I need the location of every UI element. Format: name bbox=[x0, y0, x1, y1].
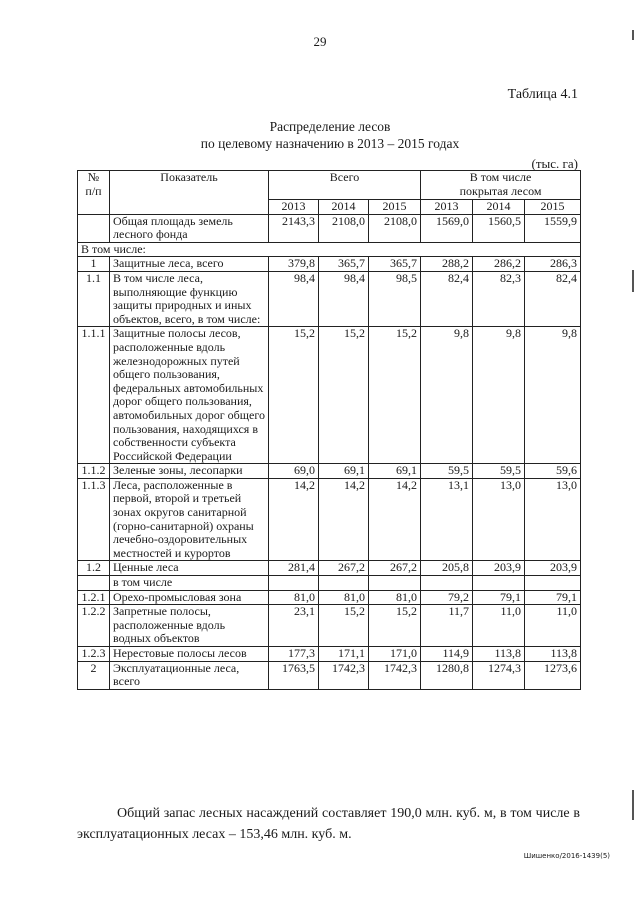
row-value: 11,0 bbox=[473, 605, 525, 647]
row-value: 9,8 bbox=[473, 327, 525, 464]
row-value: 9,8 bbox=[421, 327, 473, 464]
table-row bbox=[78, 257, 581, 272]
table-row bbox=[78, 576, 581, 591]
table-row bbox=[78, 647, 581, 662]
row-number: 1.1 bbox=[78, 271, 110, 326]
row-value bbox=[319, 576, 369, 591]
row-value: 11,7 bbox=[421, 605, 473, 647]
row-value: 2108,0 bbox=[319, 214, 369, 242]
row-value: 203,9 bbox=[473, 561, 525, 576]
row-value: 267,2 bbox=[369, 561, 421, 576]
row-number: 1.2.2 bbox=[78, 605, 110, 647]
row-value: 2108,0 bbox=[369, 214, 421, 242]
row-value: 113,8 bbox=[473, 647, 525, 662]
row-value: 1742,3 bbox=[369, 661, 421, 689]
row-number bbox=[78, 214, 110, 242]
table-label: Таблица 4.1 bbox=[507, 87, 578, 102]
edge-mark bbox=[632, 270, 634, 292]
row-value: 1273,6 bbox=[525, 661, 581, 689]
row-value: 59,5 bbox=[473, 464, 525, 479]
edge-mark bbox=[632, 30, 634, 40]
row-value: 205,8 bbox=[421, 561, 473, 576]
row-value: 14,2 bbox=[269, 478, 319, 561]
body-paragraph: Общий запас лесных насаждений составляет 190,0 млн. куб. м, в том числе в эксплуатационных лесах – 153,46 млн. куб. м. bbox=[77, 806, 580, 842]
row-value: 1274,3 bbox=[473, 661, 525, 689]
row-value: 1763,5 bbox=[269, 661, 319, 689]
row-value: 69,1 bbox=[369, 464, 421, 479]
table-row bbox=[78, 242, 581, 257]
row-value: 79,2 bbox=[421, 590, 473, 605]
row-value: 79,1 bbox=[525, 590, 581, 605]
header-year: 2013 bbox=[269, 200, 319, 215]
row-value: 69,0 bbox=[269, 464, 319, 479]
row-value: 1280,8 bbox=[421, 661, 473, 689]
row-value: 15,2 bbox=[319, 605, 369, 647]
row-value: 13,1 bbox=[421, 478, 473, 561]
row-value: 113,8 bbox=[525, 647, 581, 662]
table-row bbox=[78, 478, 581, 561]
row-value: 15,2 bbox=[369, 327, 421, 464]
row-value: 81,0 bbox=[369, 590, 421, 605]
row-value: 13,0 bbox=[473, 478, 525, 561]
row-value: 98,4 bbox=[269, 271, 319, 326]
row-value: 98,4 bbox=[319, 271, 369, 326]
header-forested: В том числе покрытая лесом bbox=[421, 171, 581, 200]
row-label: В том числе леса, выполняющие функцию защиты природных и иных объектов, всего, в том числе: bbox=[110, 271, 269, 326]
table-row bbox=[78, 661, 581, 689]
header-total: Всего bbox=[269, 171, 421, 200]
row-label: Защитные полосы лесов, расположенные вдоль железнодорожных путей общего пользования, федеральных автомобильных дорог общего пользования, автомобильных дорог общего пользования, находящихся в собственности субъекта Российской Федерации bbox=[110, 327, 269, 464]
row-value: 288,2 bbox=[421, 257, 473, 272]
row-value: 23,1 bbox=[269, 605, 319, 647]
table-row bbox=[78, 214, 581, 242]
header-num: № п/п bbox=[78, 171, 110, 215]
row-value: 365,7 bbox=[319, 257, 369, 272]
row-value: 365,7 bbox=[369, 257, 421, 272]
units-label: (тыс. га) bbox=[531, 156, 578, 171]
row-label: Запретные полосы, расположенные вдоль водных объектов bbox=[110, 605, 269, 647]
title-line-1: Распределение лесов bbox=[269, 119, 391, 134]
row-value: 203,9 bbox=[525, 561, 581, 576]
row-label: В том числе: bbox=[78, 242, 581, 257]
row-value: 14,2 bbox=[319, 478, 369, 561]
table-row bbox=[78, 561, 581, 576]
row-value: 2143,3 bbox=[269, 214, 319, 242]
table-title bbox=[0, 118, 640, 152]
row-label: Защитные леса, всего bbox=[110, 257, 269, 272]
row-value: 82,3 bbox=[473, 271, 525, 326]
row-number: 2 bbox=[78, 661, 110, 689]
row-value: 171,0 bbox=[369, 647, 421, 662]
row-value bbox=[473, 576, 525, 591]
row-value: 14,2 bbox=[369, 478, 421, 561]
row-label: в том числе bbox=[110, 576, 269, 591]
row-value: 59,5 bbox=[421, 464, 473, 479]
row-value: 81,0 bbox=[269, 590, 319, 605]
row-value: 1559,9 bbox=[525, 214, 581, 242]
row-number bbox=[78, 576, 110, 591]
row-number: 1 bbox=[78, 257, 110, 272]
row-number: 1.2 bbox=[78, 561, 110, 576]
table-row bbox=[78, 327, 581, 464]
page-number: 29 bbox=[313, 34, 327, 49]
row-value: 15,2 bbox=[269, 327, 319, 464]
row-number: 1.2.3 bbox=[78, 647, 110, 662]
row-value: 286,3 bbox=[525, 257, 581, 272]
row-value: 82,4 bbox=[421, 271, 473, 326]
row-value: 286,2 bbox=[473, 257, 525, 272]
row-label: Ценные леса bbox=[110, 561, 269, 576]
row-value: 81,0 bbox=[319, 590, 369, 605]
row-label: Орехо-промысловая зона bbox=[110, 590, 269, 605]
row-value bbox=[369, 576, 421, 591]
row-value: 11,0 bbox=[525, 605, 581, 647]
row-number: 1.2.1 bbox=[78, 590, 110, 605]
header-year: 2015 bbox=[369, 200, 421, 215]
document-footer: Шишенко/2016-1439(5) bbox=[523, 852, 610, 860]
row-number: 1.1.3 bbox=[78, 478, 110, 561]
row-value bbox=[421, 576, 473, 591]
row-number: 1.1.2 bbox=[78, 464, 110, 479]
row-label: Леса, расположенные в первой, второй и третьей зонах округов санитарной (горно-санитарной) охраны лечебно-оздоровительных местностей и курортов bbox=[110, 478, 269, 561]
row-value: 267,2 bbox=[319, 561, 369, 576]
row-value: 379,8 bbox=[269, 257, 319, 272]
header-year: 2013 bbox=[421, 200, 473, 215]
row-value: 177,3 bbox=[269, 647, 319, 662]
row-value: 15,2 bbox=[369, 605, 421, 647]
row-value: 1569,0 bbox=[421, 214, 473, 242]
header-year: 2014 bbox=[319, 200, 369, 215]
table-row bbox=[78, 271, 581, 326]
row-value: 281,4 bbox=[269, 561, 319, 576]
row-value: 1742,3 bbox=[319, 661, 369, 689]
table-row bbox=[78, 464, 581, 479]
row-value: 15,2 bbox=[319, 327, 369, 464]
row-value: 79,1 bbox=[473, 590, 525, 605]
row-value: 82,4 bbox=[525, 271, 581, 326]
row-value: 98,5 bbox=[369, 271, 421, 326]
header-indicator: Показатель bbox=[110, 171, 269, 215]
forest-distribution-table bbox=[77, 170, 581, 690]
row-value: 13,0 bbox=[525, 478, 581, 561]
row-label: Эксплуатационные леса, всего bbox=[110, 661, 269, 689]
title-line-2: по целевому назначению в 2013 – 2015 годах bbox=[200, 136, 460, 151]
row-value: 114,9 bbox=[421, 647, 473, 662]
row-value: 59,6 bbox=[525, 464, 581, 479]
table-row bbox=[78, 590, 581, 605]
edge-mark bbox=[632, 790, 634, 820]
table-row bbox=[78, 605, 581, 647]
row-value: 1560,5 bbox=[473, 214, 525, 242]
row-label: Зеленые зоны, лесопарки bbox=[110, 464, 269, 479]
row-label: Общая площадь земель лесного фонда bbox=[110, 214, 269, 242]
row-value: 9,8 bbox=[525, 327, 581, 464]
row-label: Нерестовые полосы лесов bbox=[110, 647, 269, 662]
row-value bbox=[269, 576, 319, 591]
row-number: 1.1.1 bbox=[78, 327, 110, 464]
row-value bbox=[525, 576, 581, 591]
header-year: 2015 bbox=[525, 200, 581, 215]
header-year: 2014 bbox=[473, 200, 525, 215]
row-value: 171,1 bbox=[319, 647, 369, 662]
row-value: 69,1 bbox=[319, 464, 369, 479]
